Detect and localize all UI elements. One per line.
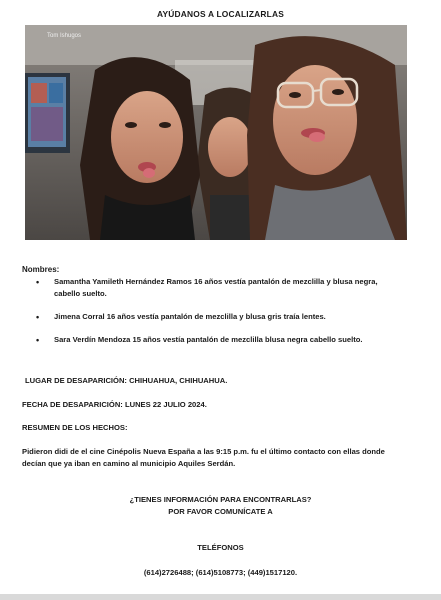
names-title: Nombres: bbox=[22, 265, 60, 274]
page-heading: AYÚDANOS A LOCALIZARLAS bbox=[157, 9, 284, 19]
info-question: ¿TIENES INFORMACIÓN PARA ENCONTRARLAS? bbox=[129, 495, 312, 504]
phones-title: TELÉFONOS bbox=[197, 543, 244, 552]
disappearance-place: LUGAR DE DESAPARICIÓN: CHIHUAHUA, CHIHUAHUA. bbox=[25, 376, 228, 385]
bottom-strip bbox=[0, 594, 441, 600]
list-item: • Sara Verdín Mendoza 15 años vestía pantalón de mezclilla blusa negra cabello suelto. bbox=[22, 334, 392, 346]
phone-numbers: (614)2726488; (614)5108773; (449)1517120. bbox=[143, 568, 298, 577]
disappearance-date: FECHA DE DESAPARICIÓN: LUNES 22 JULIO 2024. bbox=[22, 400, 207, 409]
summary-text: Pidieron didi de el cine Cinépolis Nueva España a las 9:15 p.m. fu el último contacto con ellas donde decían que ya iban en camino al municipio Aquiles Serdán. bbox=[22, 447, 385, 468]
list-item: • Jimena Corral 16 años vestía pantalón de mezclilla y blusa gris traía lentes. bbox=[22, 311, 392, 323]
group-photo bbox=[25, 25, 407, 240]
list-item: • Samantha Yamileth Hernández Ramos 16 años vestía pantalón de mezclilla y blusa negra, cabello suelto. bbox=[22, 276, 392, 300]
names-list bbox=[22, 276, 392, 346]
summary-title: RESUMEN DE LOS HECHOS: bbox=[22, 423, 128, 432]
sign-text: Tom Ishugos bbox=[47, 33, 82, 39]
contact-prompt: POR FAVOR COMUNÍCATE A bbox=[168, 507, 273, 516]
